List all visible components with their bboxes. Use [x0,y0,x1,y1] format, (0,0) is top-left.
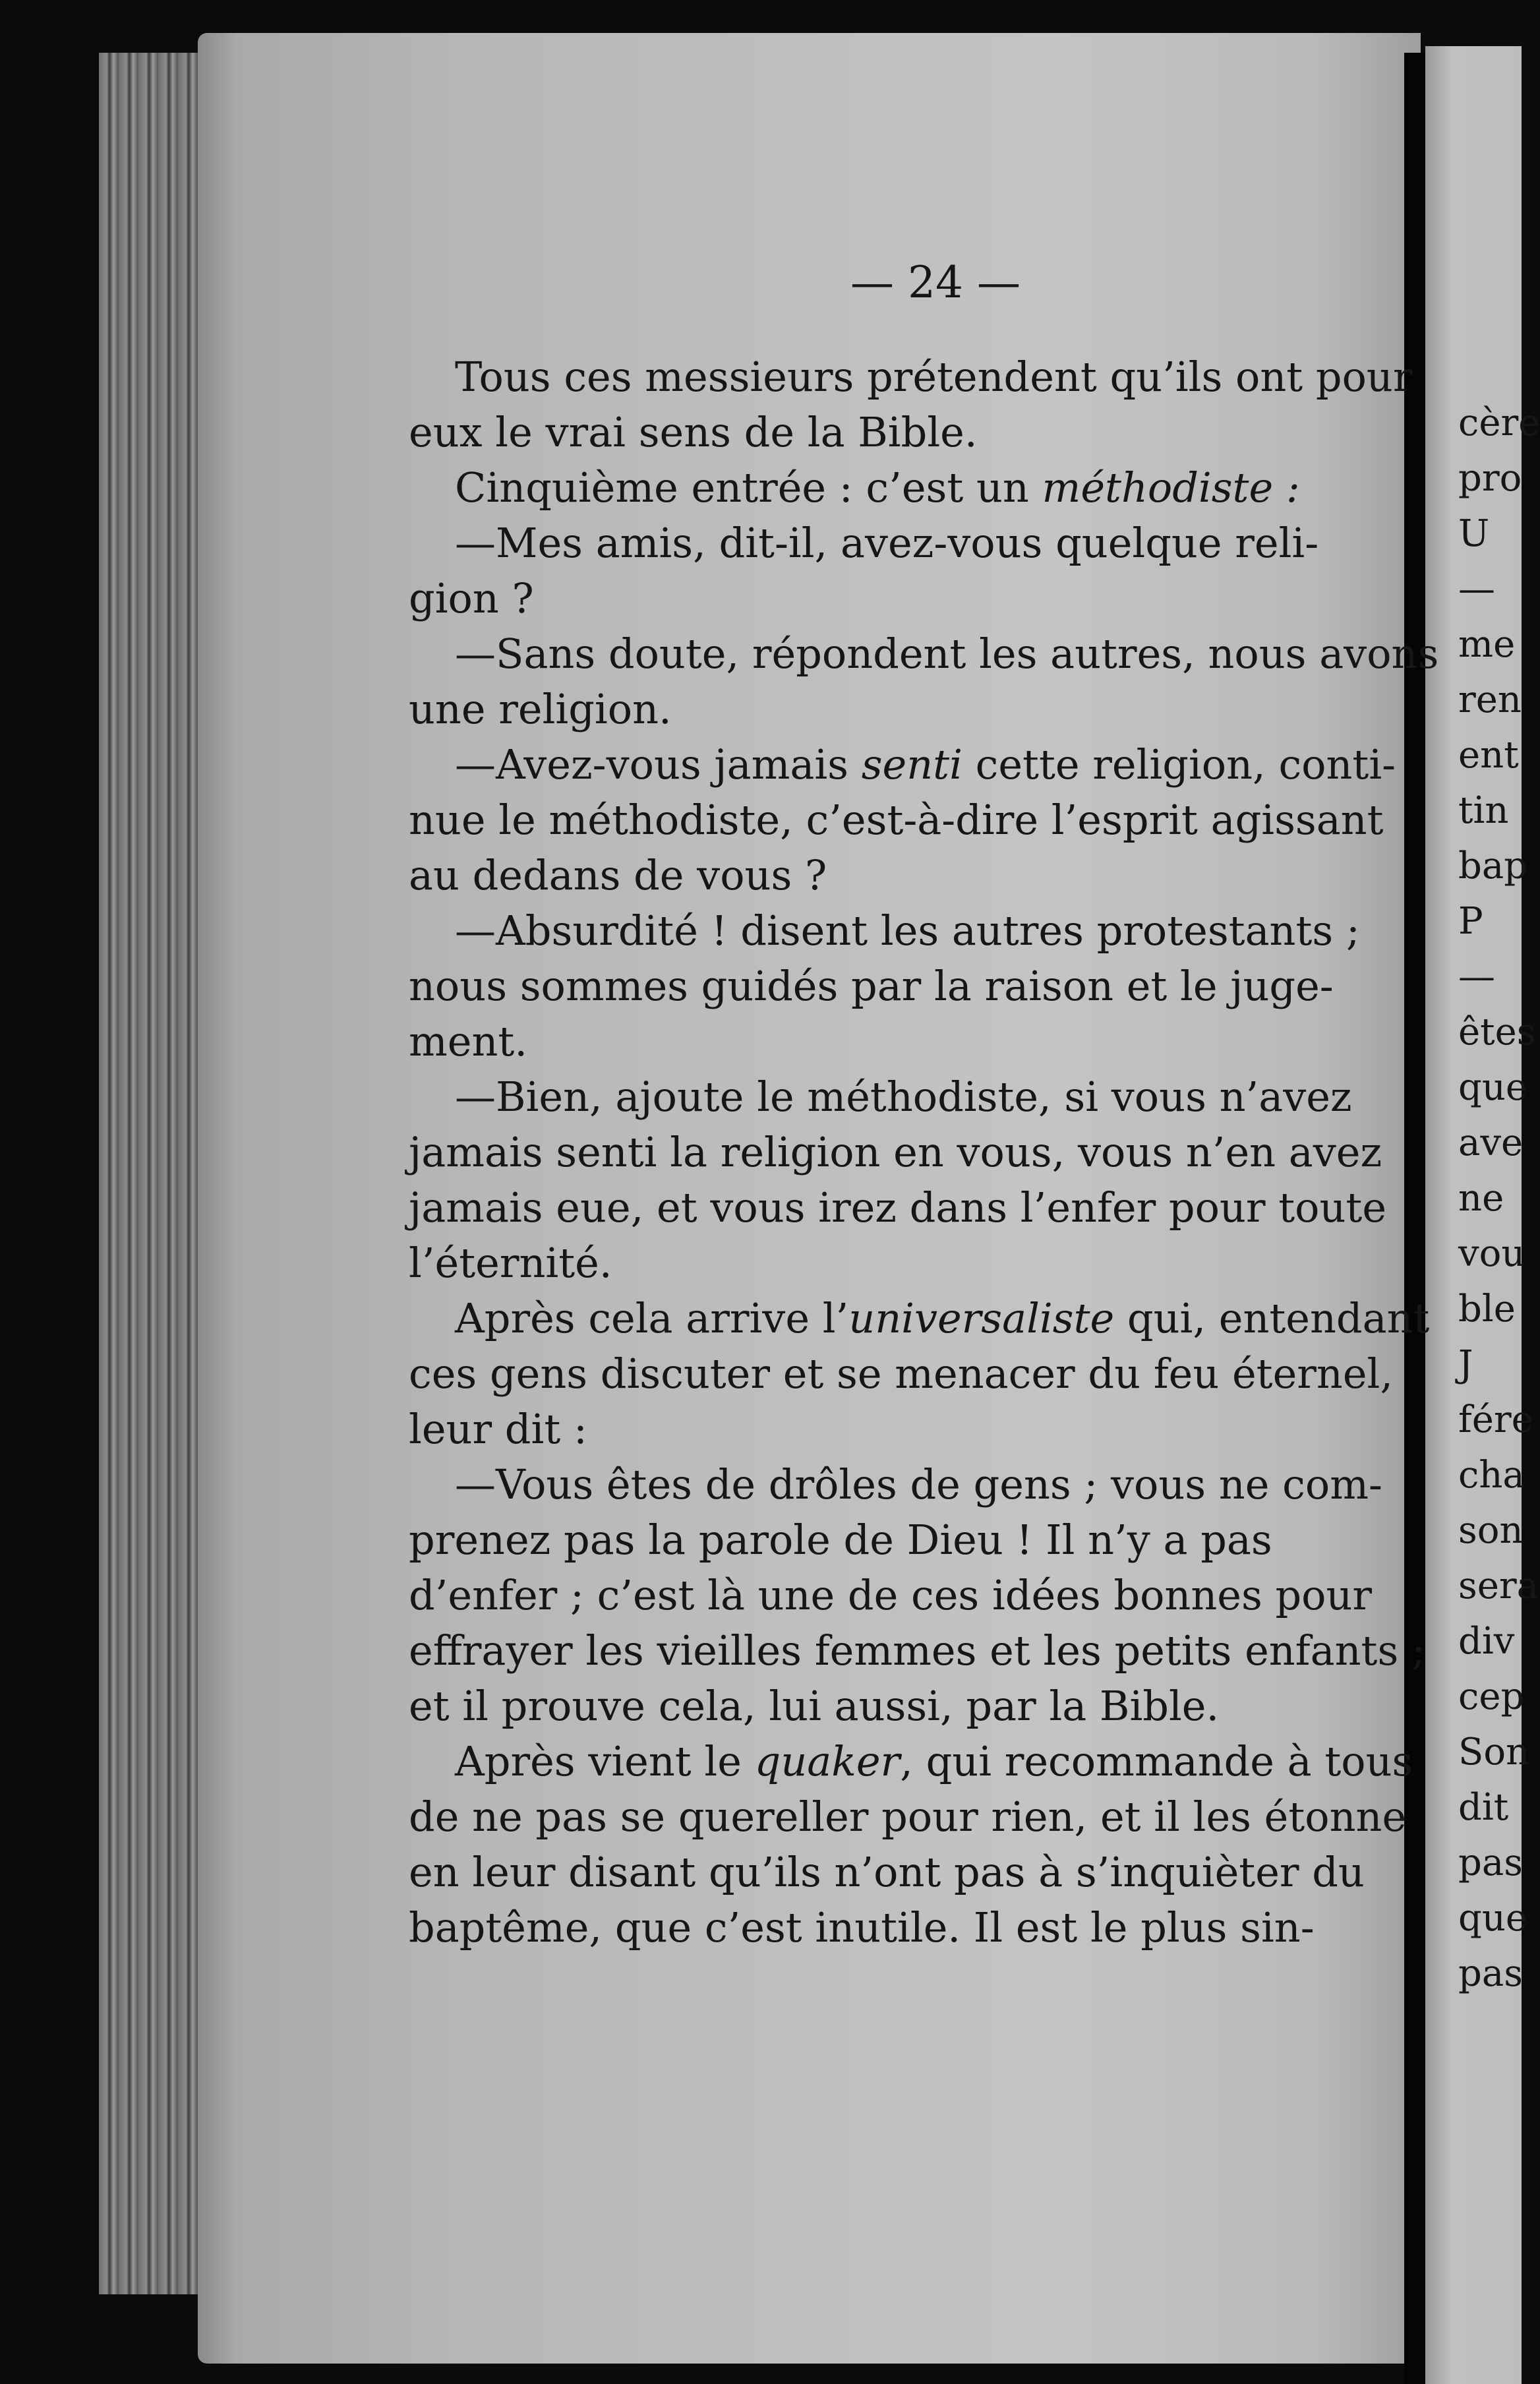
text-span: Après vient le [455,1737,742,1785]
text-line [455,737,1396,792]
text-line: eux le vrai sens de la Bible. [409,408,978,456]
facing-fragment: cep [1458,1675,1525,1718]
facing-fragment: — [1458,568,1495,611]
text-line: d’enfer ; c’est là une de ces idées bonnes pour [409,1571,1373,1619]
text-span: cette religion, conti- [975,740,1396,789]
facing-fragment: — [1458,955,1495,998]
facing-fragment: sera [1458,1564,1539,1607]
emphasis: universaliste [848,1294,1115,1342]
text-line: jamais senti la religion en vous, vous n’en avez [409,1128,1382,1176]
text-line: leur dit : [409,1405,587,1453]
text-line: —Bien, ajoute le méthodiste, si vous n’avez [455,1073,1352,1121]
page-body [409,257,1439,2077]
text-line: gion ? [409,574,534,622]
text-span: —Avez-vous jamais [455,740,848,789]
facing-fragment: me [1458,623,1516,666]
text-line: l’éternité. [409,1239,612,1287]
facing-fragment: cère [1458,402,1540,444]
facing-fragment: pro [1458,457,1522,500]
text-line: ment. [409,1017,528,1065]
facing-fragment: fére [1458,1398,1533,1441]
facing-fragment: pas [1458,1841,1523,1884]
emphasis: quaker [754,1737,901,1785]
text-line: une religion. [409,685,672,733]
text-line: —Vous êtes de drôles de gens ; vous ne com- [455,1460,1382,1508]
text-line: effrayer les vieilles femmes et les petits enfants ; [409,1626,1425,1675]
text-line: en leur disant qu’ils n’ont pas à s’inquièter du [409,1848,1365,1896]
facing-fragment: vou [1458,1232,1525,1275]
facing-fragment: J [1458,1343,1473,1386]
text-span: Après cela arrive l’ [455,1294,849,1342]
text-line: baptême, que c’est inutile. Il est le plus sin- [409,1903,1315,1952]
facing-fragment: ave [1458,1121,1524,1164]
text-span: qui, entendant [1127,1294,1430,1342]
text-span: Cinquième entrée : c’est un [455,463,1029,512]
facing-fragment: dit [1458,1786,1509,1829]
facing-fragment: tin [1458,789,1509,832]
text-line: nous sommes guidés par la raison et le juge- [409,962,1334,1010]
facing-fragment: pas [1458,1952,1523,1995]
emphasis: senti [861,740,962,789]
text-line: —Sans doute, répondent les autres, nous avons [455,630,1439,678]
text-line: —Mes amis, dit-il, avez-vous quelque reli- [455,519,1319,567]
facing-page-text [1458,396,1540,2110]
facing-fragment: div [1458,1620,1515,1663]
text-line [455,1291,1429,1346]
page-number: — 24 — [850,257,1021,308]
text-line: Tous ces messieurs prétendent qu’ils ont pour [455,353,1413,401]
facing-fragment: êtes [1458,1011,1536,1054]
facing-fragment: ne [1458,1177,1504,1220]
text-line: de ne pas se quereller pour rien, et il les étonne [409,1793,1407,1841]
text-line [455,460,1300,516]
text-line: nue le méthodiste, c’est-à-dire l’esprit agissant [409,796,1384,844]
text-line: ces gens discuter et se menacer du feu éternel, [409,1350,1394,1398]
text-line: jamais eue, et vous irez dans l’enfer pour toute [409,1183,1387,1232]
facing-fragment: P [1458,900,1483,943]
text-line: et il prouve cela, lui aussi, par la Bible. [409,1682,1220,1730]
text-line [455,1734,1413,1789]
facing-fragment: cha [1458,1454,1525,1497]
facing-fragment: ren [1458,678,1522,721]
facing-fragment: ent [1458,734,1519,777]
facing-fragment: que [1458,1897,1528,1940]
text-span: , qui recommande à tous [900,1737,1413,1785]
facing-fragment: ble [1458,1288,1516,1330]
facing-fragment: son [1458,1509,1524,1552]
facing-fragment: que [1458,1066,1528,1109]
text-line: —Absurdité ! disent les autres protestants ; [455,907,1360,955]
facing-fragment: U [1458,512,1490,555]
emphasis: méthodiste : [1042,463,1300,512]
facing-fragment: Son [1458,1731,1530,1773]
text-line: prenez pas la parole de Dieu ! Il n’y a pas [409,1516,1272,1564]
text-line: au dedans de vous ? [409,851,827,899]
facing-fragment: bap [1458,845,1528,887]
